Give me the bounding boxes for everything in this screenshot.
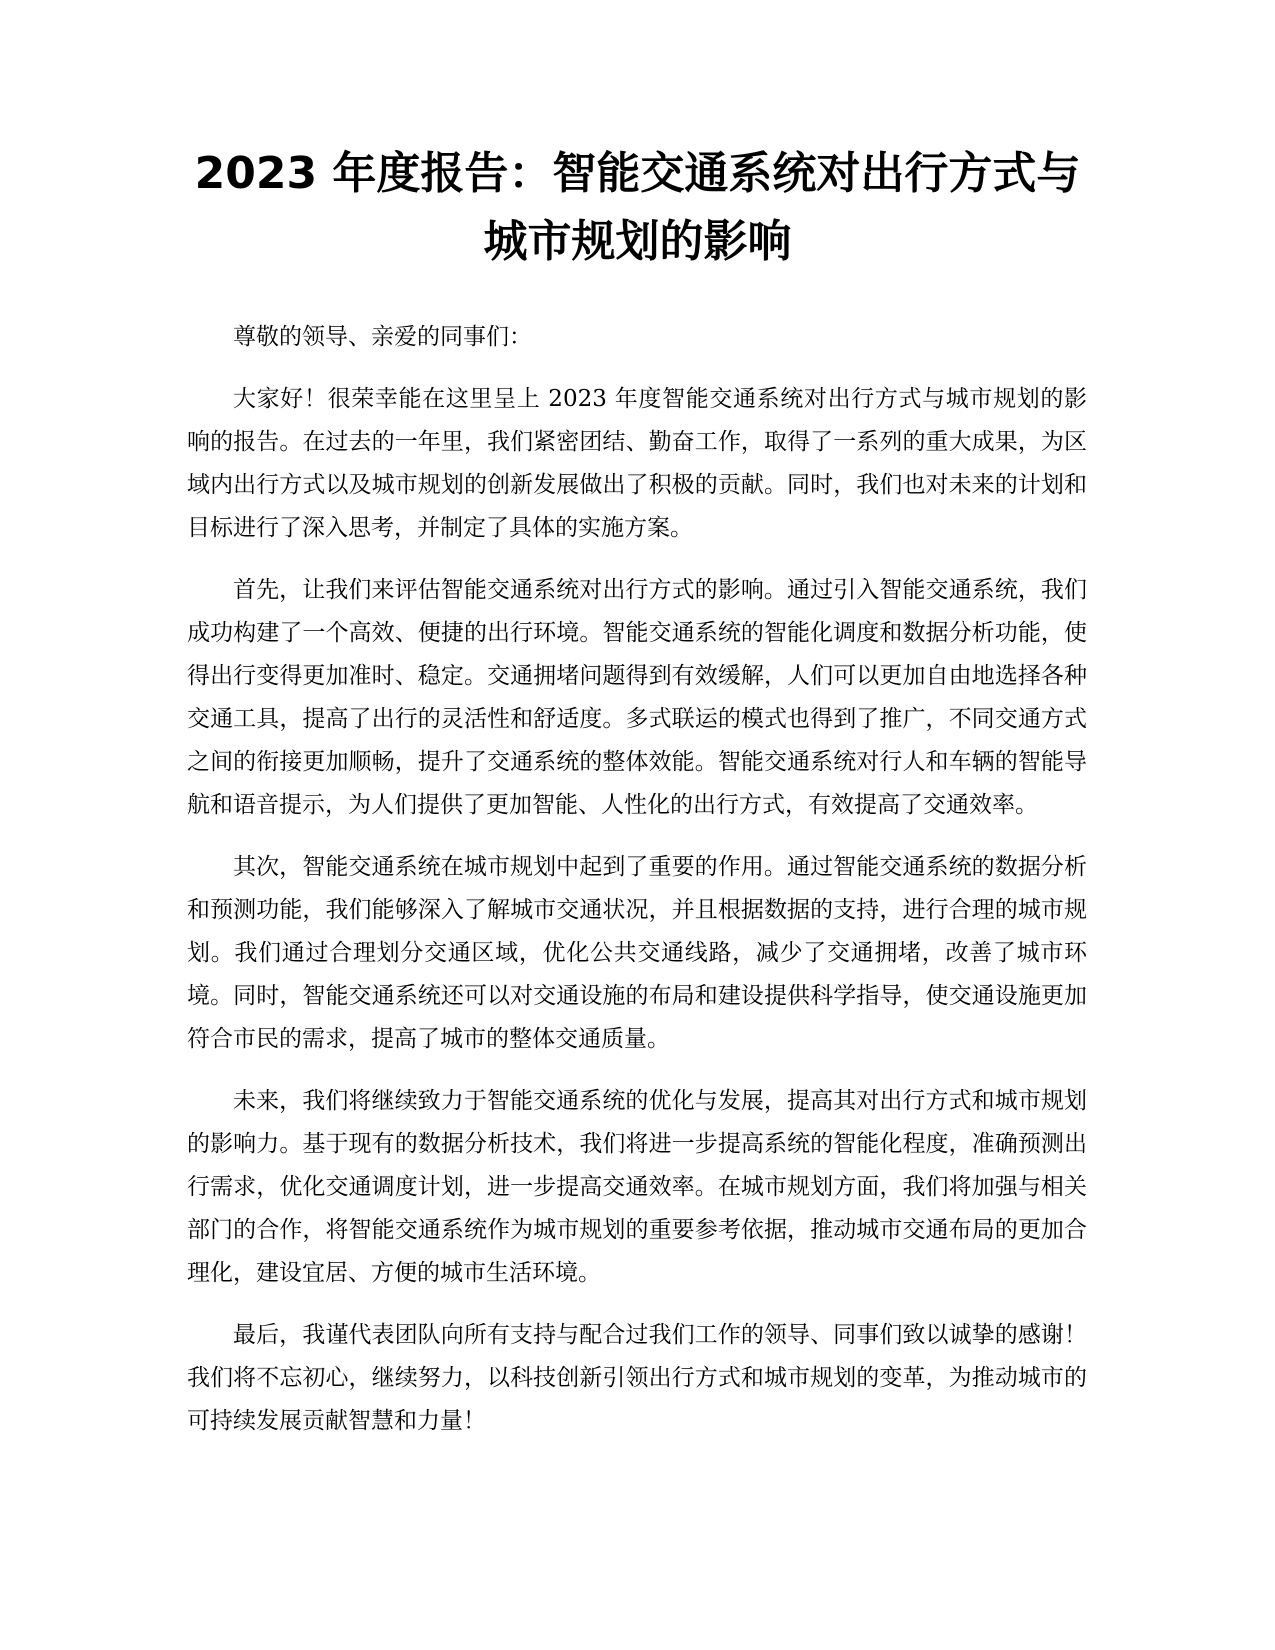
- title-line-1: 2023 年度报告：智能交通系统对出行方式与: [194, 148, 1081, 199]
- paragraph-intro: 大家好！很荣幸能在这里呈上 2023 年度智能交通系统对出行方式与城市规划的影响的报告。在过去的一年里，我们紧密团结、勤奋工作，取得了一系列的重大成果，为区域内出行方式以及城市规划的创新发展做出了积极的贡献。同时，我们也对未来的计划和目标进行了深入思考，并制定了具体的实施方案。: [187, 386, 1087, 541]
- paragraph-urban-planning: 其次，智能交通系统在城市规划中起到了重要的作用。通过智能交通系统的数据分析和预测功能，我们能够深入了解城市交通状况，并且根据数据的支持，进行合理的城市规划。我们通过合理划分交通区域，优化公共交通线路，减少了交通拥堵，改善了城市环境。同时，智能交通系统还可以对交通设施的布局和建设提供科学指导，使交通设施更加符合市民的需求，提高了城市的整体交通质量。: [187, 854, 1087, 1052]
- paragraph-closing: 最后，我谨代表团队向所有支持与配合过我们工作的领导、同事们致以诚挚的感谢！我们将不忘初心，继续努力，以科技创新引领出行方式和城市规划的变革，为推动城市的可持续发展贡献智慧和力量！: [187, 1322, 1087, 1434]
- paragraph-travel-impact: 首先，让我们来评估智能交通系统对出行方式的影响。通过引入智能交通系统，我们成功构建了一个高效、便捷的出行环境。智能交通系统的智能化调度和数据分析功能，使得出行变得更加准时、稳定。交通拥堵问题得到有效缓解，人们可以更加自由地选择各种交通工具，提高了出行的灵活性和舒适度。多式联运的模式也得到了推广，不同交通方式之间的衔接更加顺畅，提升了交通系统的整体效能。智能交通系统对行人和车辆的智能导航和语音提示，为人们提供了更加智能、人性化的出行方式，有效提高了交通效率。: [187, 577, 1087, 818]
- paragraph-future: 未来，我们将继续致力于智能交通系统的优化与发展，提高其对出行方式和城市规划的影响力。基于现有的数据分析技术，我们将进一步提高系统的智能化程度，准确预测出行需求，优化交通调度计划，进一步提高交通效率。在城市规划方面，我们将加强与相关部门的合作，将智能交通系统作为城市规划的重要参考依据，推动城市交通布局的更加合理化，建设宜居、方便的城市生活环境。: [187, 1088, 1087, 1286]
- title-line-2: 城市规划的影响: [483, 216, 792, 267]
- document-body: [187, 316, 1087, 1462]
- salutation: 尊敬的领导、亲爱的同事们：: [233, 324, 532, 350]
- document-title: [150, 140, 1125, 276]
